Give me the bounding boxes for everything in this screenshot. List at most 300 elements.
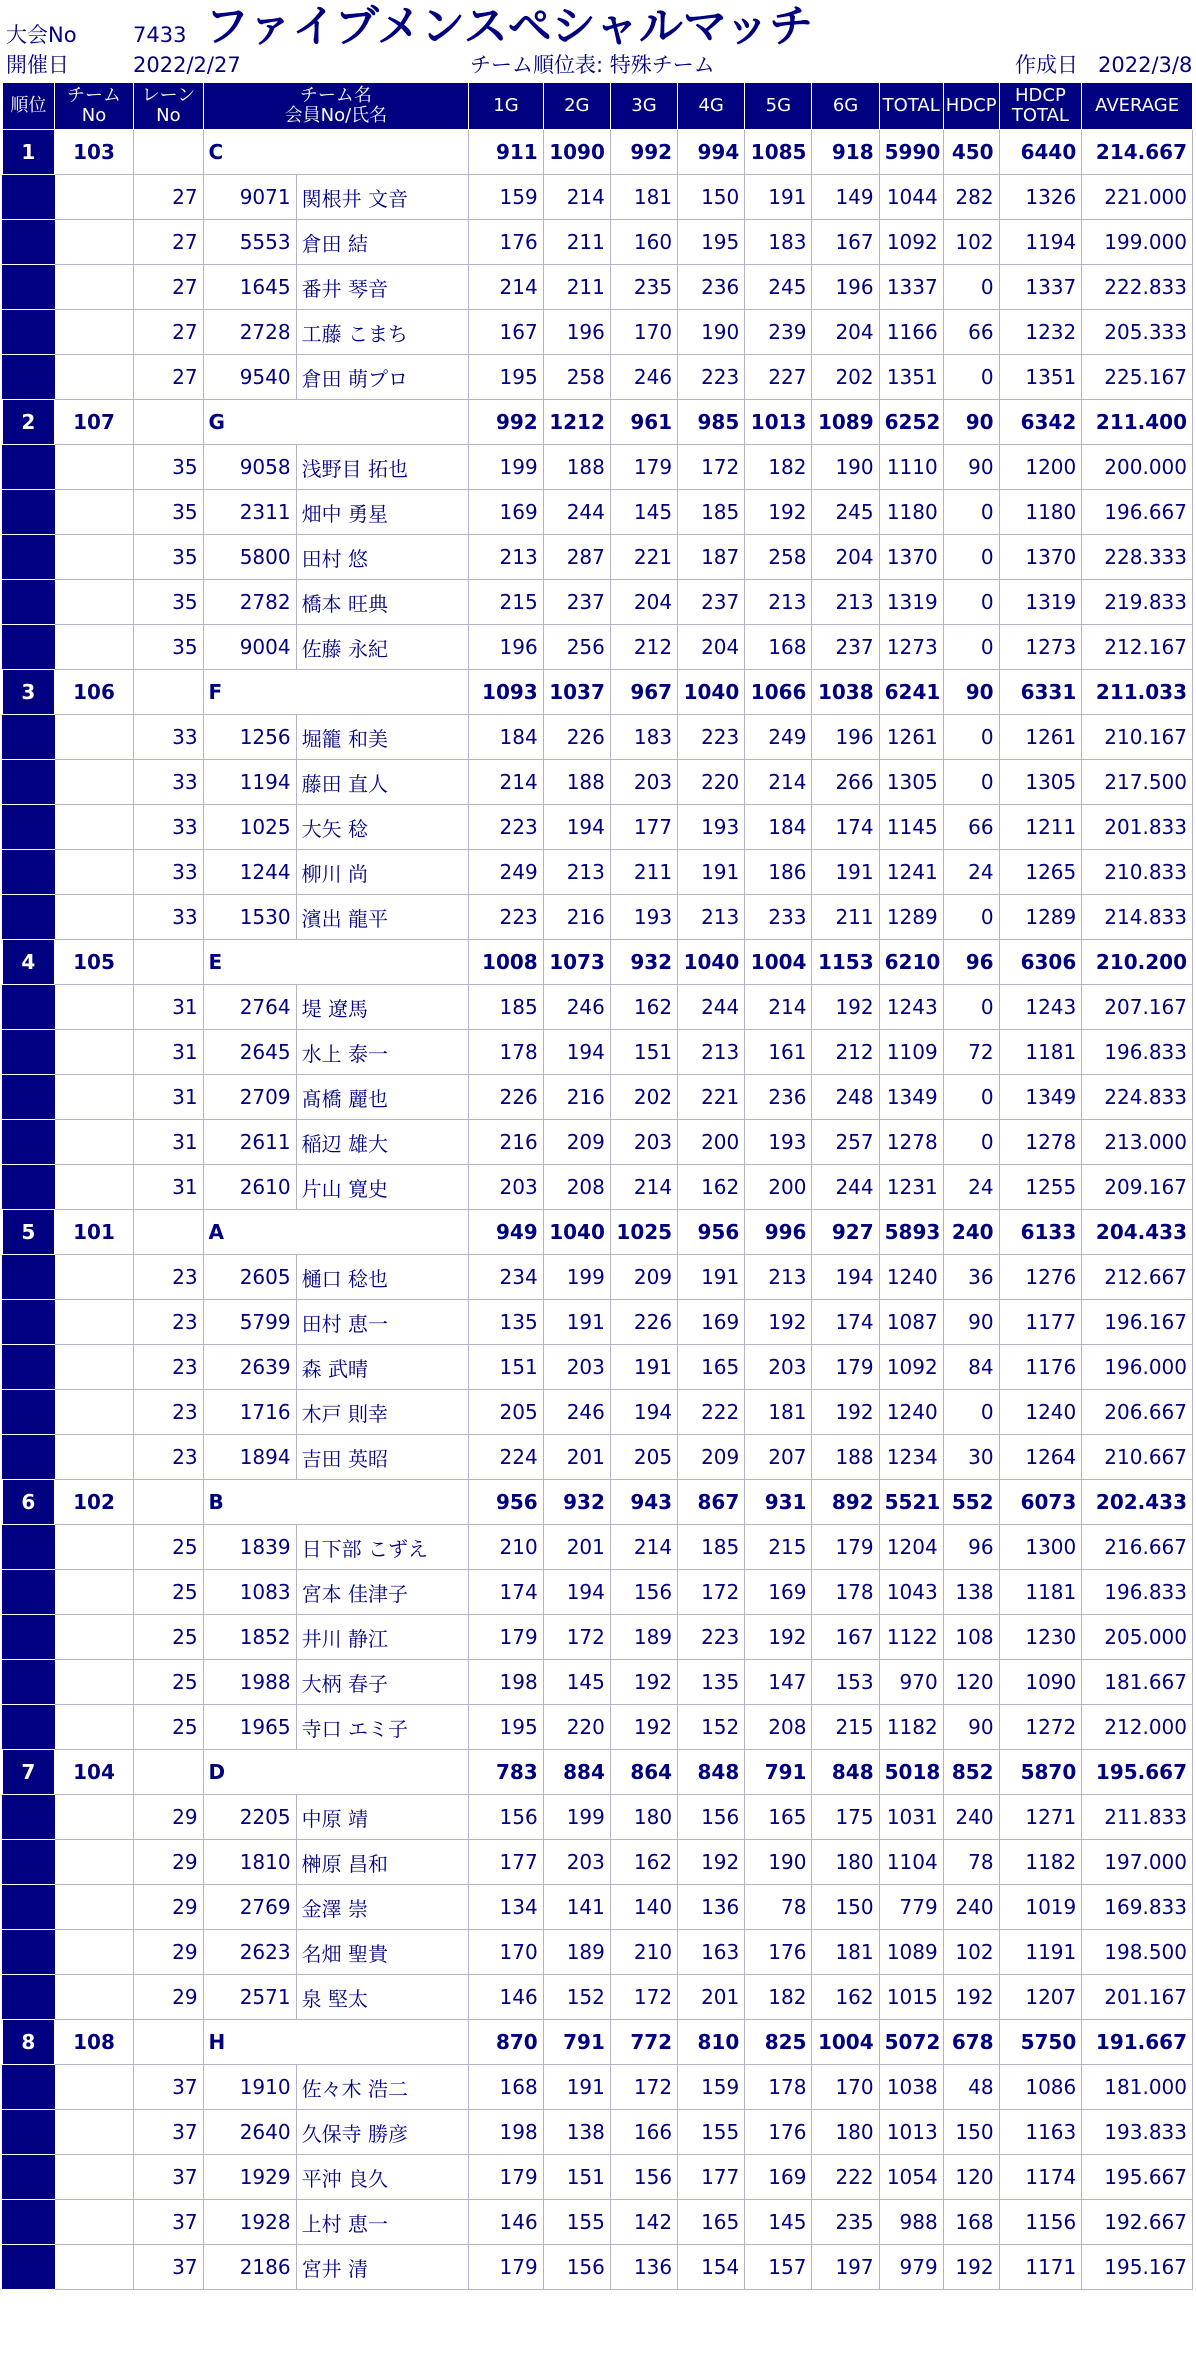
game-score-4: 165 (678, 1345, 745, 1390)
hdcp-total-score: 1090 (999, 1660, 1082, 1705)
game-score-5: 181 (745, 1390, 812, 1435)
game-score-5: 213 (745, 1255, 812, 1300)
average-score: 216.667 (1082, 1525, 1193, 1570)
member-name: 浅野目 拓也 (296, 445, 469, 490)
team-number-spacer (54, 535, 134, 580)
average-score: 210.833 (1082, 850, 1193, 895)
game-score-1: 146 (469, 1975, 543, 2020)
game-score-1: 210 (469, 1525, 543, 1570)
team-number-spacer (54, 490, 134, 535)
game-score-3: 967 (610, 670, 677, 715)
game-score-4: 220 (678, 760, 745, 805)
total-score: 1351 (879, 355, 943, 400)
rank-spacer (3, 1975, 55, 2020)
team-rank: 1 (3, 130, 55, 175)
hdcp-value: 78 (943, 1840, 999, 1885)
game-score-5: 207 (745, 1435, 812, 1480)
rank-spacer (3, 715, 55, 760)
hdcp-total-score: 1319 (999, 580, 1082, 625)
member-row (3, 2245, 1193, 2290)
member-row (3, 1525, 1193, 1570)
game-score-3: 192 (610, 1705, 677, 1750)
game-score-4: 237 (678, 580, 745, 625)
game-score-2: 226 (543, 715, 610, 760)
rank-spacer (3, 310, 55, 355)
game-score-3: 214 (610, 1165, 677, 1210)
hdcp-total-score: 6440 (999, 130, 1082, 175)
total-score: 1087 (879, 1300, 943, 1345)
game-score-5: 169 (745, 1570, 812, 1615)
member-name: 水上 泰一 (296, 1030, 469, 1075)
game-score-4: 1040 (678, 940, 745, 985)
game-score-1: 184 (469, 715, 543, 760)
member-number: 2764 (203, 985, 296, 1030)
game-score-3: 203 (610, 1120, 677, 1165)
hdcp-total-score: 1163 (999, 2110, 1082, 2155)
member-row (3, 625, 1193, 670)
game-score-6: 1153 (812, 940, 879, 985)
game-score-3: 160 (610, 220, 677, 265)
lane-number: 29 (134, 1885, 203, 1930)
lane-number: 37 (134, 2110, 203, 2155)
hdcp-total-score: 1289 (999, 895, 1082, 940)
total-score: 1261 (879, 715, 943, 760)
average-score: 225.167 (1082, 355, 1193, 400)
average-score: 197.000 (1082, 1840, 1193, 1885)
team-rank: 3 (3, 670, 55, 715)
game-score-5: 214 (745, 985, 812, 1030)
member-name: 木戸 則幸 (296, 1390, 469, 1435)
member-name: 畑中 勇星 (296, 490, 469, 535)
game-score-3: 992 (610, 130, 677, 175)
member-number: 5799 (203, 1300, 296, 1345)
hdcp-total-score: 6306 (999, 940, 1082, 985)
team-name: E (203, 940, 469, 985)
average-score: 198.500 (1082, 1930, 1193, 1975)
game-score-2: 194 (543, 1570, 610, 1615)
game-score-5: 1085 (745, 130, 812, 175)
member-row (3, 1705, 1193, 1750)
lane-number (134, 1750, 203, 1795)
rank-spacer (3, 2200, 55, 2245)
member-number: 5553 (203, 220, 296, 265)
member-row (3, 445, 1193, 490)
rank-spacer (3, 355, 55, 400)
team-number: 108 (54, 2020, 134, 2065)
hdcp-value: 102 (943, 1930, 999, 1975)
game-score-2: 199 (543, 1255, 610, 1300)
member-number: 1194 (203, 760, 296, 805)
member-name: 番井 琴音 (296, 265, 469, 310)
game-score-4: 162 (678, 1165, 745, 1210)
hdcp-total-score: 1176 (999, 1345, 1082, 1390)
member-row (3, 1390, 1193, 1435)
hdcp-total-score: 1271 (999, 1795, 1082, 1840)
team-number-spacer (54, 175, 134, 220)
member-name: 久保寺 勝彦 (296, 2110, 469, 2155)
average-score: 195.167 (1082, 2245, 1193, 2290)
member-number: 2605 (203, 1255, 296, 1300)
team-number-spacer (54, 1030, 134, 1075)
team-rank: 5 (3, 1210, 55, 1255)
hdcp-value: 0 (943, 355, 999, 400)
game-score-4: 223 (678, 715, 745, 760)
team-standings-table (2, 82, 1193, 2290)
game-score-1: 151 (469, 1345, 543, 1390)
hdcp-total-score: 1351 (999, 355, 1082, 400)
game-score-5: 176 (745, 2110, 812, 2155)
lane-number: 33 (134, 895, 203, 940)
col-header-4g: 4G (678, 83, 745, 130)
lane-number: 29 (134, 1930, 203, 1975)
game-score-2: 209 (543, 1120, 610, 1165)
rank-spacer (3, 1660, 55, 1705)
hdcp-value: 0 (943, 625, 999, 670)
hdcp-total-score: 1232 (999, 310, 1082, 355)
game-score-3: 204 (610, 580, 677, 625)
game-score-1: 134 (469, 1885, 543, 1930)
team-number-spacer (54, 1165, 134, 1210)
game-score-1: 214 (469, 265, 543, 310)
hdcp-value: 138 (943, 1570, 999, 1615)
team-number-spacer (54, 265, 134, 310)
total-score: 1370 (879, 535, 943, 580)
game-score-2: 1090 (543, 130, 610, 175)
game-score-5: 214 (745, 760, 812, 805)
lane-number: 37 (134, 2155, 203, 2200)
game-score-1: 167 (469, 310, 543, 355)
team-row (3, 940, 1193, 985)
game-score-2: 258 (543, 355, 610, 400)
hdcp-value: 0 (943, 715, 999, 760)
game-score-3: 181 (610, 175, 677, 220)
hdcp-total-score: 1264 (999, 1435, 1082, 1480)
member-number: 9004 (203, 625, 296, 670)
game-score-1: 234 (469, 1255, 543, 1300)
hdcp-total-score: 1240 (999, 1390, 1082, 1435)
game-score-2: 1212 (543, 400, 610, 445)
hdcp-total-score: 1194 (999, 220, 1082, 265)
rank-spacer (3, 2065, 55, 2110)
member-name: 片山 寛史 (296, 1165, 469, 1210)
hdcp-total-score: 1300 (999, 1525, 1082, 1570)
hdcp-value: 678 (943, 2020, 999, 2065)
member-name: 樋口 稔也 (296, 1255, 469, 1300)
lane-number: 33 (134, 805, 203, 850)
lane-number: 23 (134, 1345, 203, 1390)
total-score: 1234 (879, 1435, 943, 1480)
hdcp-value: 192 (943, 2245, 999, 2290)
game-score-6: 175 (812, 1795, 879, 1840)
game-score-4: 193 (678, 805, 745, 850)
game-score-6: 153 (812, 1660, 879, 1705)
member-number: 2205 (203, 1795, 296, 1840)
game-score-4: 200 (678, 1120, 745, 1165)
game-score-4: 223 (678, 1615, 745, 1660)
game-score-5: 791 (745, 1750, 812, 1795)
rank-spacer (3, 850, 55, 895)
hdcp-value: 90 (943, 445, 999, 490)
hdcp-total-score: 1261 (999, 715, 1082, 760)
game-score-2: 138 (543, 2110, 610, 2155)
game-score-4: 244 (678, 985, 745, 1030)
game-score-5: 215 (745, 1525, 812, 1570)
member-name: 泉 堅太 (296, 1975, 469, 2020)
game-score-2: 201 (543, 1525, 610, 1570)
game-score-3: 210 (610, 1930, 677, 1975)
game-score-4: 848 (678, 1750, 745, 1795)
report-type: チーム順位表: 特殊チーム (470, 53, 715, 77)
team-number-spacer (54, 1660, 134, 1705)
game-score-3: 246 (610, 355, 677, 400)
game-score-5: 178 (745, 2065, 812, 2110)
member-number: 9058 (203, 445, 296, 490)
total-score: 1054 (879, 2155, 943, 2200)
rank-spacer (3, 1705, 55, 1750)
game-score-6: 196 (812, 715, 879, 760)
tournament-no-label: 大会No (6, 23, 77, 47)
total-score: 5893 (879, 1210, 943, 1255)
hdcp-total-score: 1337 (999, 265, 1082, 310)
member-number: 1716 (203, 1390, 296, 1435)
hdcp-total-score: 1181 (999, 1030, 1082, 1075)
hdcp-value: 0 (943, 1075, 999, 1120)
game-score-3: 235 (610, 265, 677, 310)
game-score-3: 151 (610, 1030, 677, 1075)
member-number: 1965 (203, 1705, 296, 1750)
hdcp-total-score: 1180 (999, 490, 1082, 535)
average-score: 205.333 (1082, 310, 1193, 355)
rank-spacer (3, 1615, 55, 1660)
game-score-2: 151 (543, 2155, 610, 2200)
average-score: 199.000 (1082, 220, 1193, 265)
member-row (3, 1345, 1193, 1390)
average-score: 211.833 (1082, 1795, 1193, 1840)
game-score-1: 168 (469, 2065, 543, 2110)
total-score: 1240 (879, 1390, 943, 1435)
rank-spacer (3, 1435, 55, 1480)
game-score-4: 1040 (678, 670, 745, 715)
hdcp-value: 120 (943, 2155, 999, 2200)
average-score: 200.000 (1082, 445, 1193, 490)
team-number-spacer (54, 1390, 134, 1435)
lane-number: 35 (134, 535, 203, 580)
member-row (3, 580, 1193, 625)
game-score-2: 246 (543, 985, 610, 1030)
member-name: 名畑 聖貴 (296, 1930, 469, 1975)
game-score-3: 772 (610, 2020, 677, 2065)
member-name: 倉田 萌プロ (296, 355, 469, 400)
game-score-3: 209 (610, 1255, 677, 1300)
game-score-6: 174 (812, 805, 879, 850)
game-score-1: 169 (469, 490, 543, 535)
member-number: 2610 (203, 1165, 296, 1210)
game-score-6: 211 (812, 895, 879, 940)
member-row (3, 310, 1193, 355)
hdcp-total-score: 1177 (999, 1300, 1082, 1345)
game-score-3: 166 (610, 2110, 677, 2155)
game-score-1: 179 (469, 2245, 543, 2290)
hdcp-value: 192 (943, 1975, 999, 2020)
game-score-2: 155 (543, 2200, 610, 2245)
game-score-1: 177 (469, 1840, 543, 1885)
game-score-4: 152 (678, 1705, 745, 1750)
lane-number (134, 130, 203, 175)
member-name: 堀籠 和美 (296, 715, 469, 760)
game-score-6: 167 (812, 1615, 879, 1660)
lane-number: 37 (134, 2245, 203, 2290)
created-date: 2022/3/8 (1098, 53, 1193, 77)
average-score: 201.833 (1082, 805, 1193, 850)
total-score: 5521 (879, 1480, 943, 1525)
average-score: 217.500 (1082, 760, 1193, 805)
game-score-5: 147 (745, 1660, 812, 1705)
game-score-6: 192 (812, 985, 879, 1030)
average-score: 196.667 (1082, 490, 1193, 535)
hdcp-value: 90 (943, 1300, 999, 1345)
game-score-1: 174 (469, 1570, 543, 1615)
member-row (3, 2155, 1193, 2200)
team-number-spacer (54, 2110, 134, 2155)
game-score-3: 211 (610, 850, 677, 895)
game-score-6: 918 (812, 130, 879, 175)
game-score-2: 203 (543, 1840, 610, 1885)
game-score-5: 157 (745, 2245, 812, 2290)
hdcp-value: 24 (943, 850, 999, 895)
lane-number: 25 (134, 1615, 203, 1660)
game-score-4: 195 (678, 220, 745, 265)
hdcp-value: 90 (943, 400, 999, 445)
member-number: 1929 (203, 2155, 296, 2200)
hdcp-total-score: 1273 (999, 625, 1082, 670)
game-score-3: 864 (610, 1750, 677, 1795)
game-score-1: 911 (469, 130, 543, 175)
team-number-spacer (54, 2155, 134, 2200)
member-number: 2640 (203, 2110, 296, 2155)
member-row (3, 2110, 1193, 2155)
total-score: 988 (879, 2200, 943, 2245)
member-name: 吉田 英昭 (296, 1435, 469, 1480)
total-score: 1204 (879, 1525, 943, 1570)
hdcp-total-score: 6331 (999, 670, 1082, 715)
average-score: 207.167 (1082, 985, 1193, 1030)
rank-spacer (3, 1525, 55, 1570)
team-name: F (203, 670, 469, 715)
total-score: 1109 (879, 1030, 943, 1075)
hdcp-value: 168 (943, 2200, 999, 2245)
col-header-5g: 5G (745, 83, 812, 130)
game-score-6: 927 (812, 1210, 879, 1255)
hdcp-value: 0 (943, 535, 999, 580)
team-number-spacer (54, 625, 134, 670)
member-number: 1910 (203, 2065, 296, 2110)
average-score: 211.033 (1082, 670, 1193, 715)
hdcp-total-score: 1207 (999, 1975, 1082, 2020)
member-name: 大柄 春子 (296, 1660, 469, 1705)
member-row (3, 1435, 1193, 1480)
game-score-2: 196 (543, 310, 610, 355)
member-number: 2311 (203, 490, 296, 535)
average-score: 219.833 (1082, 580, 1193, 625)
game-score-1: 170 (469, 1930, 543, 1975)
hdcp-value: 0 (943, 985, 999, 1030)
game-score-5: 192 (745, 1300, 812, 1345)
average-score: 228.333 (1082, 535, 1193, 580)
average-score: 210.167 (1082, 715, 1193, 760)
team-number-spacer (54, 1525, 134, 1570)
hdcp-total-score: 1278 (999, 1120, 1082, 1165)
game-score-6: 179 (812, 1345, 879, 1390)
hdcp-value: 90 (943, 1705, 999, 1750)
hdcp-value: 120 (943, 1660, 999, 1705)
member-name: 上村 恵一 (296, 2200, 469, 2245)
lane-number (134, 2020, 203, 2065)
rank-spacer (3, 1300, 55, 1345)
average-score: 196.833 (1082, 1570, 1193, 1615)
average-score: 205.000 (1082, 1615, 1193, 1660)
game-score-5: 1066 (745, 670, 812, 715)
game-score-3: 961 (610, 400, 677, 445)
total-score: 5990 (879, 130, 943, 175)
team-name: B (203, 1480, 469, 1525)
game-score-3: 203 (610, 760, 677, 805)
total-score: 1145 (879, 805, 943, 850)
game-score-6: 257 (812, 1120, 879, 1165)
created-label: 作成日 (1015, 53, 1078, 77)
game-score-1: 992 (469, 400, 543, 445)
team-number: 107 (54, 400, 134, 445)
team-number-spacer (54, 1255, 134, 1300)
average-score: 191.667 (1082, 2020, 1193, 2065)
game-score-6: 194 (812, 1255, 879, 1300)
member-name: 森 武晴 (296, 1345, 469, 1390)
hdcp-value: 96 (943, 940, 999, 985)
lane-number: 27 (134, 265, 203, 310)
game-score-5: 78 (745, 1885, 812, 1930)
game-score-1: 956 (469, 1480, 543, 1525)
hdcp-value: 240 (943, 1795, 999, 1840)
lane-number: 25 (134, 1525, 203, 1570)
game-score-4: 165 (678, 2200, 745, 2245)
game-score-6: 235 (812, 2200, 879, 2245)
rank-spacer (3, 1570, 55, 1615)
total-score: 6252 (879, 400, 943, 445)
game-score-3: 172 (610, 2065, 677, 2110)
average-score: 195.667 (1082, 1750, 1193, 1795)
game-score-5: 169 (745, 2155, 812, 2200)
col-header-team-no: チーム No (54, 83, 134, 130)
lane-number: 33 (134, 850, 203, 895)
member-name: 濱出 龍平 (296, 895, 469, 940)
game-score-4: 810 (678, 2020, 745, 2065)
game-score-5: 233 (745, 895, 812, 940)
rank-spacer (3, 1165, 55, 1210)
game-score-2: 188 (543, 445, 610, 490)
average-score: 196.000 (1082, 1345, 1193, 1390)
member-name: 佐々木 浩二 (296, 2065, 469, 2110)
game-score-6: 245 (812, 490, 879, 535)
col-header-1g: 1G (469, 83, 543, 130)
rank-spacer (3, 1840, 55, 1885)
game-score-3: 179 (610, 445, 677, 490)
member-row (3, 1795, 1193, 1840)
game-score-4: 236 (678, 265, 745, 310)
game-score-4: 185 (678, 1525, 745, 1570)
average-score: 196.833 (1082, 1030, 1193, 1075)
game-score-2: 194 (543, 805, 610, 850)
hdcp-total-score: 1019 (999, 1885, 1082, 1930)
hdcp-value: 240 (943, 1885, 999, 1930)
